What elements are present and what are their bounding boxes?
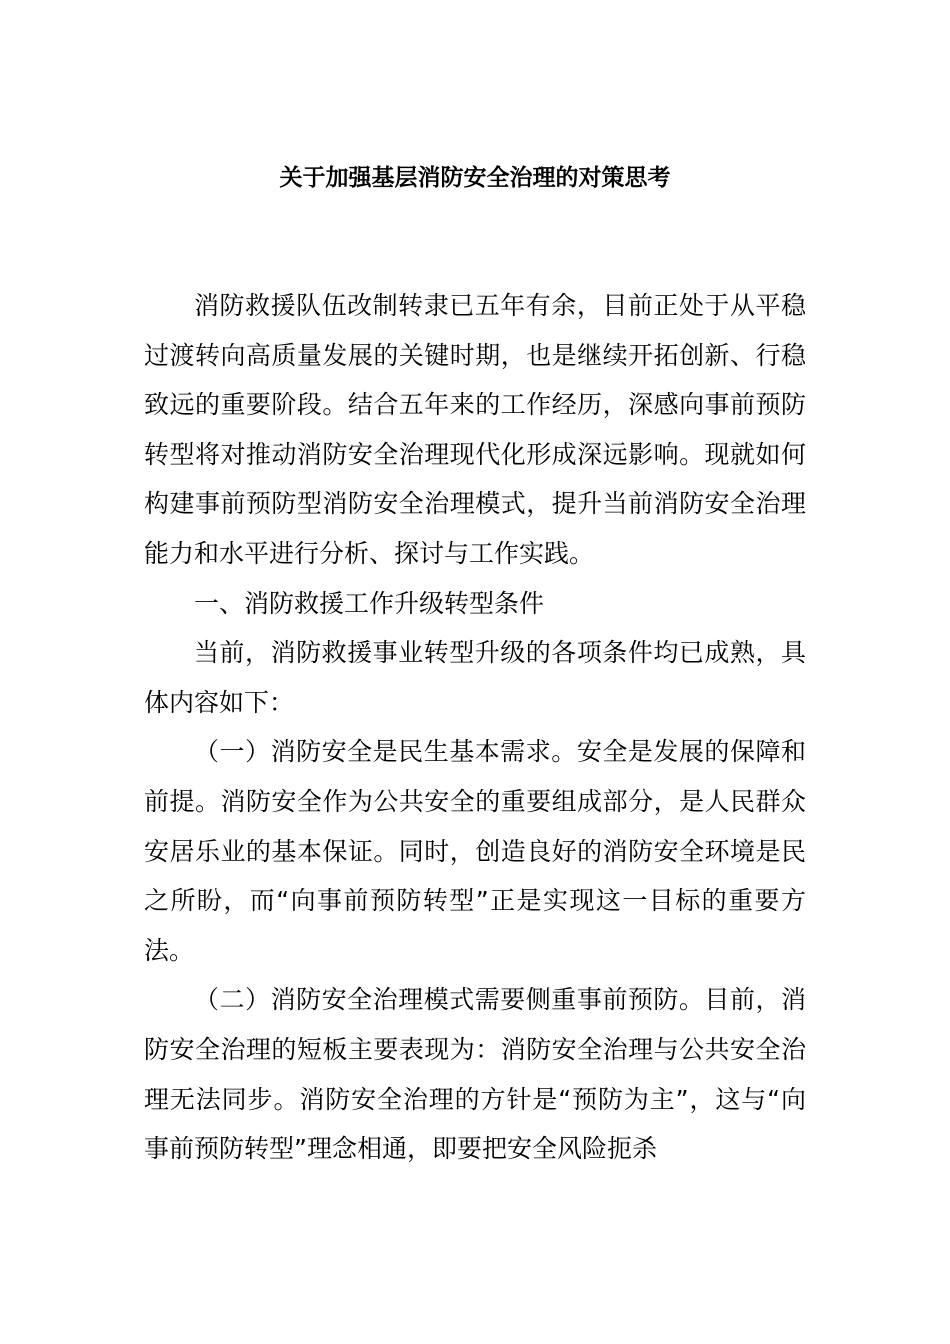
document-body xyxy=(144,281,806,1174)
section-intro-paragraph: 当前，消防救援事业转型升级的各项条件均已成熟，具体内容如下： xyxy=(144,638,806,717)
section-heading-1: 一、消防救援工作升级转型条件 xyxy=(194,588,545,618)
intro-paragraph: 消防救援队伍改制转隶已五年有余，目前正处于从平稳过渡转向高质量发展的关键时期，也是继续开拓创新、行稳致远的重要阶段。结合五年来的工作经历，深感向事前预防转型将对推动消防安全治理现代化形成深远影响。现就如何构建事前预防型消防安全治理模式，提升当前消防安全治理能力和水平进行分析、探讨与工作实践。 xyxy=(144,291,806,568)
point-1-paragraph: （一）消防安全是民生基本需求。安全是发展的保障和前提。消防安全作为公共安全的重要组成部分，是人民群众安居乐业的基本保证。同时，创造良好的消防安全环境是民之所盼，而“向事前预防转型”正是实现这一目标的重要方法。 xyxy=(144,737,806,965)
document-title: 关于加强基层消防安全治理的对策思考 xyxy=(279,165,671,191)
point-2-paragraph: （二）消防安全治理模式需要侧重事前预防。目前，消防安全治理的短板主要表现为：消防安全治理与公共安全治理无法同步。消防安全治理的方针是“预防为主”，这与“向事前预防转型”理念相通，即要把安全风险扼杀 xyxy=(144,985,806,1164)
